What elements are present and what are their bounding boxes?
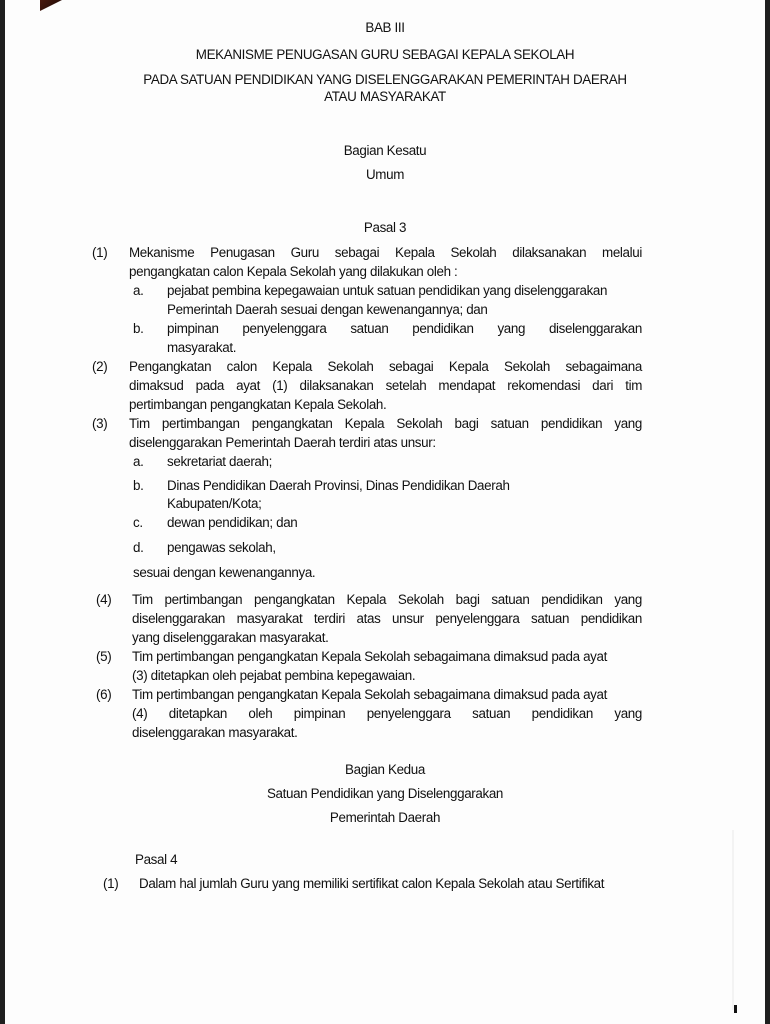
scrollbar-thumb[interactable] xyxy=(734,1005,737,1013)
clause-4-line: yang diselenggarakan masyarakat. xyxy=(132,630,329,645)
clause-5-line: Tim pertimbangan pengangkatan Kepala Sekolah sebagaimana dimaksud pada ayat xyxy=(132,649,607,664)
clause-6-line: Tim pertimbangan pengangkatan Kepala Sekolah sebagaimana dimaksud pada ayat xyxy=(132,687,607,702)
clause-1-line: pengangkatan calon Kepala Sekolah yang dilakukan oleh : xyxy=(129,264,458,279)
clause-2-number: (2) xyxy=(92,359,108,374)
clause-2-line: Pengangkatan calon Kepala Sekolah sebagai Kepala Sekolah sebagaimana xyxy=(129,359,642,374)
clause-3-item-c-letter: c. xyxy=(133,515,143,530)
chapter-label: BAB III xyxy=(365,20,405,35)
clause-1-item-b-line: pimpinan penyelenggara satuan pendidikan yang diselenggarakan xyxy=(167,321,642,336)
part2-subheading-line1: Satuan Pendidikan yang Diselenggarakan xyxy=(266,786,504,801)
clause-3-item-b-line: Kabupaten/Kota; xyxy=(167,496,262,511)
clause-3-line: Tim pertimbangan pengangkatan Kepala Sekolah bagi satuan pendidikan yang xyxy=(129,416,642,431)
part1-subheading: Umum xyxy=(365,167,405,182)
clause-5-number: (5) xyxy=(96,649,112,664)
article-4-title: Pasal 4 xyxy=(135,852,178,867)
clause-4-line: Tim pertimbangan pengangkatan Kepala Sekolah bagi satuan pendidikan yang xyxy=(132,592,642,607)
clause-1-line: Mekanisme Penugasan Guru sebagai Kepala Sekolah dilaksanakan melalui xyxy=(129,245,642,260)
article-4-clause-1-line: Dalam hal jumlah Guru yang memiliki sertifikat calon Kepala Sekolah atau Sertifikat xyxy=(139,876,605,891)
clause-5-line: (3) ditetapkan oleh pejabat pembina kepegawaian. xyxy=(132,668,416,683)
article-3-title: Pasal 3 xyxy=(363,220,407,235)
chapter-title-line2: PADA SATUAN PENDIDIKAN YANG DISELENGGARAKAN PEMERINTAH DAERAH xyxy=(143,72,627,87)
clause-1-item-b-letter: b. xyxy=(133,321,144,336)
clause-1-item-a-line: Pemerintah Daerah sesuai dengan kewenangannya; dan xyxy=(167,302,488,317)
chapter-title-line1: MEKANISME PENUGASAN GURU SEBAGAI KEPALA SEKOLAH xyxy=(195,47,575,62)
article-4-clause-1-number: (1) xyxy=(103,876,119,891)
clause-3-item-a-line: sekretariat daerah; xyxy=(167,454,272,469)
clause-1-item-a-line: pejabat pembina kepegawaian untuk satuan pendidikan yang diselenggarakan xyxy=(167,283,608,298)
clause-6-line: diselenggarakan masyarakat. xyxy=(132,725,298,740)
clause-3-item-c-line: dewan pendidikan; dan xyxy=(167,515,298,530)
clause-6-line: (4) ditetapkan oleh pimpinan penyelenggara satuan pendidikan yang xyxy=(132,706,642,721)
part1-heading: Bagian Kesatu xyxy=(343,143,427,158)
clause-1-item-b-line: masyarakat. xyxy=(167,340,237,355)
clause-4-line: diselenggarakan masyarakat terdiri atas unsur penyelenggara satuan pendidikan xyxy=(132,611,642,626)
clause-1-item-a-letter: a. xyxy=(133,283,144,298)
chapter-title-line3: ATAU MASYARAKAT xyxy=(324,89,446,104)
clause-3-number: (3) xyxy=(92,416,108,431)
clause-3-item-b-letter: b. xyxy=(133,478,144,493)
clause-3-item-a-letter: a. xyxy=(133,454,144,469)
part2-subheading-line2: Pemerintah Daerah xyxy=(329,810,441,825)
clause-3-item-d-line: pengawas sekolah, xyxy=(167,540,276,555)
part2-heading: Bagian Kedua xyxy=(345,762,425,777)
clause-4-number: (4) xyxy=(96,592,112,607)
clause-2-line: pertimbangan pengangkatan Kepala Sekolah. xyxy=(129,397,387,412)
clause-1-number: (1) xyxy=(92,245,108,260)
scrollbar-track[interactable] xyxy=(732,830,734,1010)
clause-3-item-b-line: Dinas Pendidikan Daerah Provinsi, Dinas Pendidikan Daerah xyxy=(167,478,510,493)
clause-3-item-d-letter: d. xyxy=(133,540,144,555)
clause-3-closing: sesuai dengan kewenangannya. xyxy=(133,565,316,580)
page-corner-mark xyxy=(40,0,62,11)
clause-3-line: diselenggarakan Pemerintah Daerah terdiri atas unsur: xyxy=(129,435,436,450)
clause-6-number: (6) xyxy=(96,687,112,702)
document-page xyxy=(5,0,765,1024)
clause-2-line: dimaksud pada ayat (1) dilaksanakan setelah mendapat rekomendasi dari tim xyxy=(129,378,642,393)
